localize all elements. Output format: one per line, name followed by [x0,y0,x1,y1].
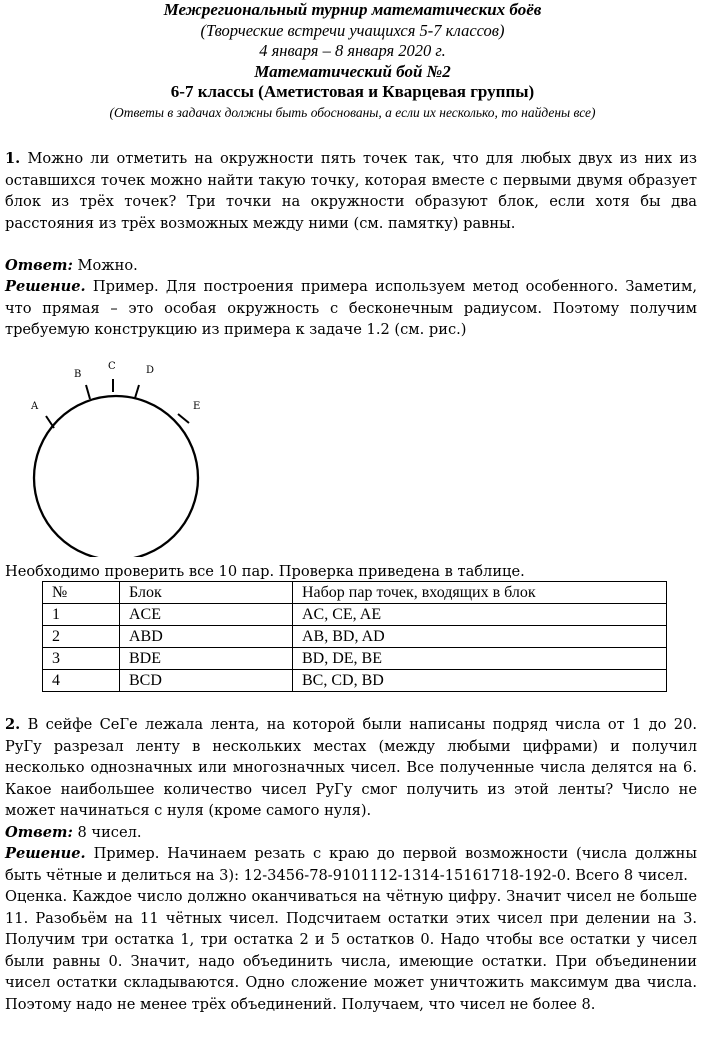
solution-label: Решение. [5,845,86,862]
row-number: 3 [43,648,120,670]
solution-text: Пример. Начинаем резать с краю до первой возможности (числа должны быть чётные и делиться на 3): 12-3456-78-9101112-1314-15161718-192-0. Всего 8 чисел. [5,845,697,884]
solution-label: Решение. [5,278,86,295]
row-pairs: AB, BD, AD [293,626,667,648]
row-block: BCD [120,670,293,692]
tick-e [178,414,189,423]
answers-note: (Ответы в задачах должны быть обоснованы, а если их несколько, то найдены все) [109,104,596,120]
row-block: ABD [120,626,293,648]
problem-2-solution [5,843,697,886]
problem-2 [5,714,697,1015]
row-pairs: AC, CE, AE [293,604,667,626]
table-row [43,604,667,626]
row-number: 2 [43,626,120,648]
problem-2-number: 2. [5,716,21,733]
problem-2-answer [5,822,697,844]
table-row [43,626,667,648]
table-header-row [43,582,667,604]
problem-1-solution [5,276,697,341]
answer-text: Можно. [77,257,138,274]
circle-figure [0,352,260,557]
answer-text: 8 чисел. [77,823,142,841]
row-pairs: BD, DE, BE [293,648,667,670]
problem-1-text: Можно ли отметить на окружности пять точек так, что для любых двух из них из оставшихся точек можно найти такую точку, которая вместе с первыми двумя образует блок из трёх точек? Три точки на окружности образуют блок, если хотя бы два расстояния из трёх возможных между ними (см. памятку) равны. [5,150,698,232]
problem-2-estimate: Оценка. Каждое число должно оканчиваться на чётную цифру. Значит чисел не больше 11. Разобьём на 11 чётных чисел. Подсчитаем остатки этих чисел при делении на 3. Получим три остатка 1, три остатка 2 и 5 остатков 0. Надо чтобы все остатки у чисел были равны 0. Значит, надо объединить числа, имеющие остатки. При объединении чисел остатки складываются. Одно сложение может уничтожить максимум два числа. Поэтому надо не менее трёх объединений. Получаем, что чисел не более 8. [5,888,697,1013]
table-row [43,670,667,692]
tournament-dates: 4 января – 8 января 2020 г. [259,41,446,60]
check-note: Необходимо проверить все 10 пар. Проверка приведена в таблице. [5,563,525,580]
row-block: BDE [120,648,293,670]
problem-2-statement [5,714,697,822]
tick-d [135,385,139,398]
row-number: 1 [43,604,120,626]
problem-1-number: 1. [5,150,21,167]
label-b: B [74,369,82,380]
fight-title: Математический бой №2 [254,61,451,81]
label-d: D [146,365,155,376]
tournament-title: Межрегиональный турнир математических боёв [163,0,542,19]
check-table [42,581,667,692]
problem-1-statement [5,148,697,234]
circle [34,396,201,557]
tick-b [86,385,90,399]
row-pairs: BC, CD, BD [293,670,667,692]
tick-a [46,416,54,428]
answer-label: Ответ: [5,257,73,274]
problem-1-answer [5,255,697,277]
problem-2-text: В сейфе СеГе лежала лента, на которой были написаны подряд числа от 1 до 20. РуГу разрезал ленту в нескольких местах (между любыми цифрами) и получил несколько однозначных или многозначных чисел. Все полученные числа делятся на 6. Какое наибольшее количество чисел РуГу смог получить из этой ленты? Число не может начинаться с нуля (кроме самого нуля). [5,716,697,819]
header-block: Блок [120,582,293,604]
table-row [43,648,667,670]
label-e: E [193,401,201,412]
header-pairs: Набор пар точек, входящих в блок [293,582,667,604]
header-number: № [43,582,120,604]
document-header [0,0,705,123]
answer-label: Ответ: [5,823,73,841]
label-c: C [108,361,116,372]
solution-text: Пример. Для построения примера используем метод особенного. Заметим, что прямая – это особая окружность с бесконечным радиусом. Поэтому получим требуемую конструкцию из примера к задаче 1.2 (см. рис.) [5,278,697,338]
row-number: 4 [43,670,120,692]
row-block: ACE [120,604,293,626]
class-groups: 6-7 классы (Аметистовая и Кварцевая группы) [170,82,535,101]
label-a: A [31,401,39,412]
tournament-subtitle: (Творческие встречи учащихся 5-7 классов) [200,20,505,40]
